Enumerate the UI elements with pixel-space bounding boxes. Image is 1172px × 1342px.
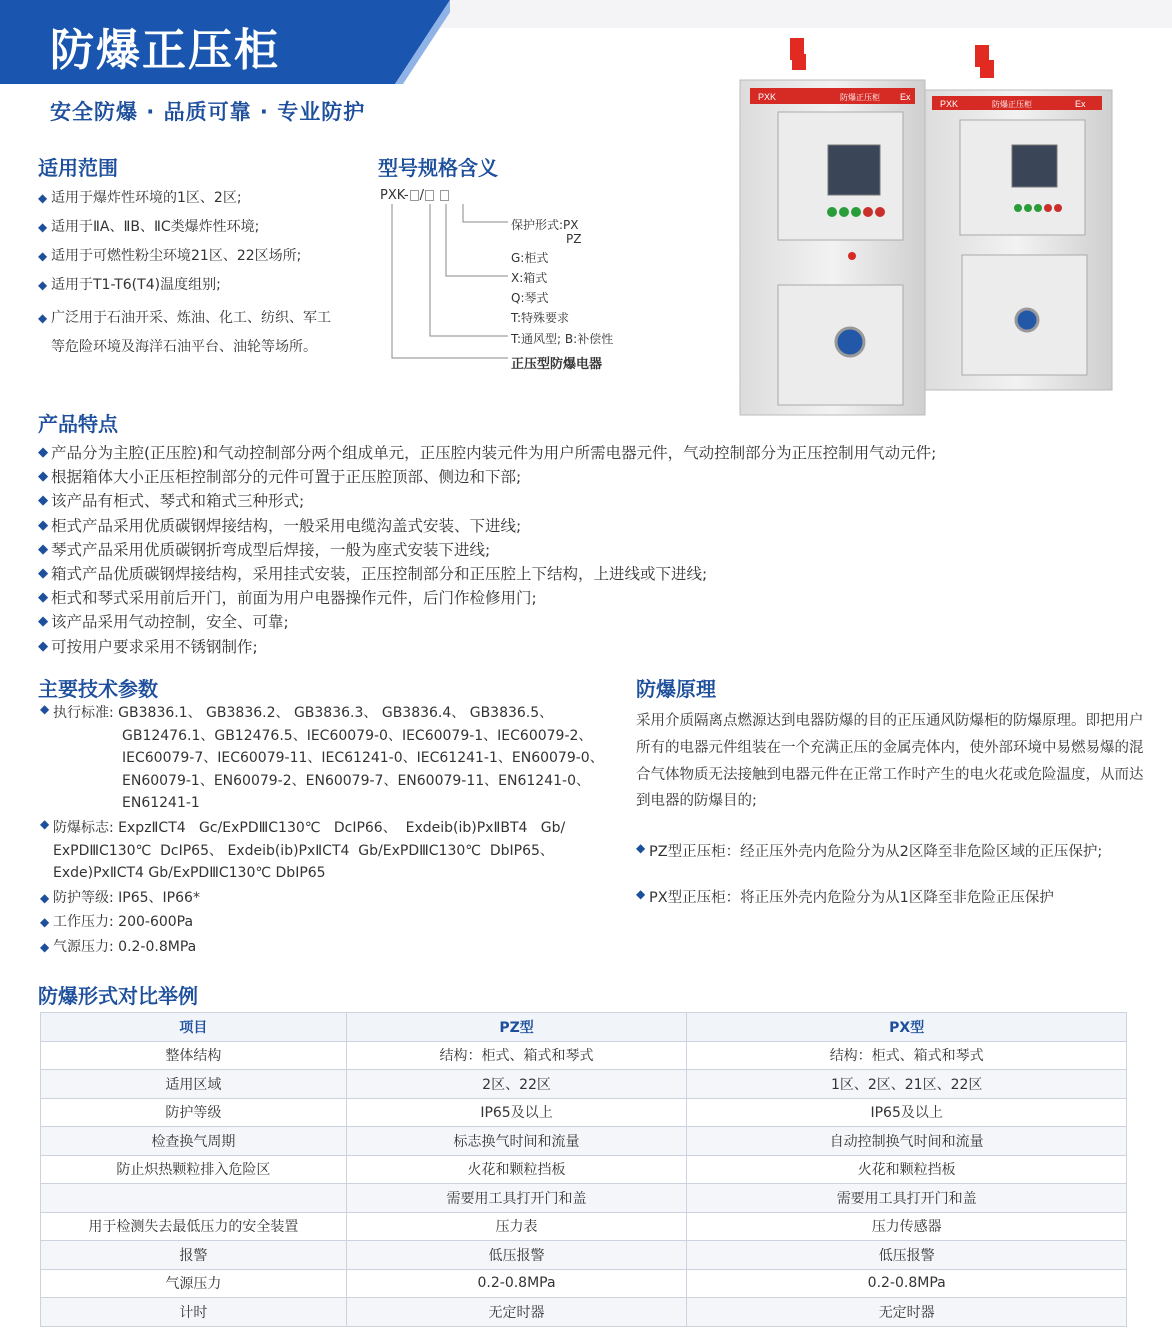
page-title: 防爆正压柜	[50, 25, 280, 76]
table-cell: 计时	[41, 1298, 347, 1327]
table-row	[41, 1127, 1127, 1156]
model-label: 正压型防爆电器	[511, 357, 603, 372]
table-header: PX型	[687, 1013, 1127, 1042]
model-label: T:特殊要求	[511, 311, 570, 325]
model-code: PXK- /	[380, 188, 450, 203]
table-header: PZ型	[346, 1013, 687, 1042]
scope-item: ◆ 适用于可燃性粉尘环境21区、22区场所;	[38, 246, 368, 275]
cabinet-photo	[700, 30, 1160, 420]
table-cell: 检查换气周期	[41, 1127, 347, 1156]
feature-item: ◆ 产品分为主腔(正压腔)和气动控制部分两个组成单元，正压腔内装元件为用户所需电器元件，气动控制部分为正压控制用气动元件;	[38, 441, 1148, 465]
feature-item: ◆ 该产品有柜式、琴式和箱式三种形式;	[38, 489, 1148, 513]
table-cell: 气源压力	[41, 1269, 347, 1298]
table-header: 项目	[41, 1013, 347, 1042]
table-cell: 压力表	[346, 1212, 687, 1241]
title-banner	[0, 0, 450, 84]
feature-item: ◆ 柜式和琴式采用前后开门，前面为用户电器操作元件，后门作检修用门;	[38, 586, 1148, 610]
cabinet-right-brand: PXK	[940, 99, 959, 109]
table-cell: 防止炽热颗粒排入危险区	[41, 1155, 347, 1184]
feature-item: ◆ 琴式产品采用优质碳钢折弯成型后焊接，一般为座式安装下进线;	[38, 538, 1148, 562]
table-row	[41, 1098, 1127, 1127]
params-heading: 主要技术参数	[38, 677, 158, 701]
top-strip	[440, 0, 1172, 28]
param-value: IEC60079-7、IEC60079-11、IEC61241-0、IEC61241-1、EN60079-0、	[122, 750, 604, 767]
param-protection: ◆ 防护等级: IP65、IP66*	[40, 887, 610, 910]
table-cell: 结构：柜式、箱式和琴式	[687, 1041, 1127, 1070]
model-heading: 型号规格含义	[378, 156, 498, 180]
params-block	[40, 702, 610, 961]
table-cell: 整体结构	[41, 1041, 347, 1070]
param-value: ExpzⅡCT4 Gc/ExPDⅢC130℃ DcIP66、 Exdeib(ib)PxⅡBT4 Gb/	[118, 819, 566, 836]
alarm-light-right	[975, 45, 989, 67]
model-label: Q:琴式	[511, 291, 549, 305]
table-cell: 结构：柜式、箱式和琴式	[346, 1041, 687, 1070]
principle-text: 采用介质隔离点燃源达到电器防爆的目的正压通风防爆柜的防爆原理。即把用户所有的电器元件组装在一个充满正压的金属壳体内，使外部环境中易燃易爆的混合气体物质无法接触到电器元件在正常工作时产生的电火花或危险温度，从而达到电器的防爆目的;	[636, 713, 1144, 810]
feature-item: ◆ 可按用户要求采用不锈钢制作;	[38, 635, 1148, 659]
param-value: Exde)PxⅡCT4 Gb/ExPDⅢC130℃ DbIP65	[53, 865, 326, 882]
table-cell: IP65及以上	[346, 1098, 687, 1127]
table-cell: 无定时器	[687, 1298, 1127, 1327]
slogan: 安全防爆 · 品质可靠 · 专业防护	[50, 100, 366, 124]
model-label: 保护形式:PX	[511, 218, 579, 232]
table-cell: 火花和颗粒挡板	[346, 1155, 687, 1184]
table-cell	[41, 1184, 347, 1213]
table-cell: 适用区域	[41, 1070, 347, 1099]
table-cell: 0.2-0.8MPa	[687, 1269, 1127, 1298]
table-row	[41, 1269, 1127, 1298]
param-label: 执行标准:	[53, 705, 114, 721]
param-value: ExPDⅢC130℃ DcIP65、 Exdeib(ib)PxⅡCT4 Gb/ExPDⅢC130℃ DbIP65、	[53, 842, 554, 859]
principle-heading: 防爆原理	[636, 677, 716, 701]
features-list	[38, 441, 1148, 659]
model-label: PZ	[566, 232, 582, 246]
principle-px: ◆ PX型正压柜：将正压外壳内危险分为从1区降至非危险正压保护	[636, 886, 1054, 907]
table-cell: 2区、22区	[346, 1070, 687, 1099]
table-row	[41, 1184, 1127, 1213]
param-standards	[40, 702, 610, 815]
cabinet-right-name: 防爆正压柜	[992, 100, 1032, 109]
feature-item: ◆ 柜式产品采用优质碳钢焊接结构，一般采用电缆沟盖式安装、下进线;	[38, 514, 1148, 538]
table-cell: IP65及以上	[687, 1098, 1127, 1127]
param-air: ◆ 气源压力: 0.2-0.8MPa	[40, 936, 610, 959]
principle-pz: ◆ PZ型正压柜：经正压外壳内危险分为从2区降至非危险区域的正压保护;	[636, 840, 1102, 861]
table-row	[41, 1212, 1127, 1241]
table-cell: 防护等级	[41, 1098, 347, 1127]
table-cell: 无定时器	[346, 1298, 687, 1327]
scope-heading: 适用范围	[38, 156, 118, 180]
table-cell: 0.2-0.8MPa	[346, 1269, 687, 1298]
param-value: EN60079-1、EN60079-2、EN60079-7、EN60079-11、EN61241-0、	[122, 772, 590, 789]
model-diagram-lines	[380, 200, 520, 370]
param-value: EN61241-1	[122, 795, 200, 812]
table-row	[41, 1298, 1127, 1327]
feature-item: ◆ 根据箱体大小正压柜控制部分的元件可置于正压腔顶部、侧边和下部;	[38, 465, 1148, 489]
table-cell: 需要用工具打开门和盖	[346, 1184, 687, 1213]
model-label: G:柜式	[511, 251, 549, 265]
model-label: X:箱式	[511, 271, 548, 285]
param-value: GB3836.1、 GB3836.2、 GB3836.3、 GB3836.4、 GB3836.5、	[118, 705, 554, 721]
table-cell: 自动控制换气时间和流量	[687, 1127, 1127, 1156]
comparison-heading: 防爆形式对比举例	[38, 984, 198, 1008]
cabinet-left-brand: PXK	[758, 92, 777, 102]
cabinet-left	[740, 80, 925, 415]
table-cell: 火花和颗粒挡板	[687, 1155, 1127, 1184]
param-pressure: ◆ 工作压力: 200-600Pa	[40, 911, 610, 934]
model-code-prefix: PXK-	[380, 188, 409, 203]
scope-item: ◆ 广泛用于石油开采、炼油、化工、纺织、军工 等危险环境及海洋石油平台、油轮等场所。	[38, 304, 368, 362]
scope-item: ◆ 适用于爆炸性环境的1区、2区;	[38, 188, 368, 217]
table-cell: 低压报警	[687, 1241, 1127, 1270]
table-cell: 需要用工具打开门和盖	[687, 1184, 1127, 1213]
param-mark	[40, 817, 610, 885]
table-cell: 用于检测失去最低压力的安全装置	[41, 1212, 347, 1241]
table-cell: 报警	[41, 1241, 347, 1270]
table-row	[41, 1070, 1127, 1099]
table-cell: 压力传感器	[687, 1212, 1127, 1241]
cabinet-left-ex: Ex	[900, 92, 911, 102]
cabinet-left-name: 防爆正压柜	[840, 93, 880, 102]
comparison-table	[40, 1012, 1127, 1327]
features-heading: 产品特点	[38, 412, 118, 436]
param-value: GB12476.1、GB12476.5、IEC60079-0、IEC60079-1、IEC60079-2、	[122, 727, 593, 744]
scope-item: ◆ 适用于T1-T6(T4)温度组别;	[38, 275, 368, 304]
model-label: T:通风型; B:补偿性	[511, 332, 614, 346]
table-row	[41, 1155, 1127, 1184]
table-row	[41, 1041, 1127, 1070]
table-row	[41, 1241, 1127, 1270]
param-label: 防爆标志:	[53, 819, 114, 836]
feature-item: ◆ 该产品采用气动控制，安全、可靠;	[38, 610, 1148, 634]
table-header-row	[41, 1013, 1127, 1042]
cabinet-right-ex: Ex	[1075, 99, 1086, 109]
alarm-light-left	[790, 38, 804, 60]
table-cell: 1区、2区、21区、22区	[687, 1070, 1127, 1099]
scope-list	[38, 188, 368, 362]
scope-item: ◆ 适用于ⅡA、ⅡB、ⅡC类爆炸性环境;	[38, 217, 368, 246]
feature-item: ◆ 箱式产品优质碳钢焊接结构，采用挂式安装，正压控制部分和正压腔上下结构，上进线或下进线;	[38, 562, 1148, 586]
table-cell: 低压报警	[346, 1241, 687, 1270]
table-cell: 标志换气时间和流量	[346, 1127, 687, 1156]
